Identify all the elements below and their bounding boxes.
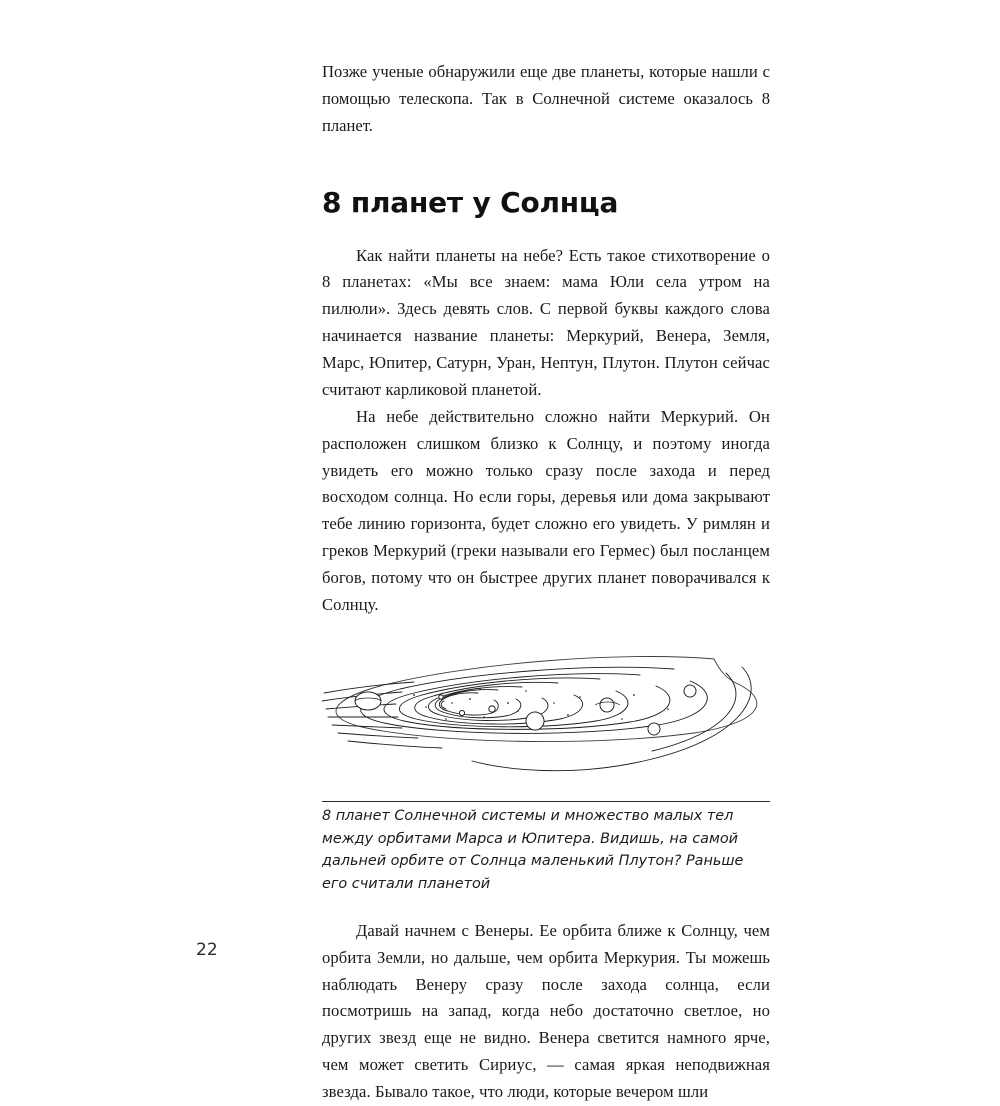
page-number: 22 [196,940,218,960]
solar-system-orbits-illustration [322,641,770,793]
section-heading: 8 планет у Солнца [322,185,619,219]
figure-caption: 8 планет Солнечной системы и множество малых тел между орбитами Марса и Юпитера. Видишь, на самой дальней орбите от Солнца маленький Плутон? Раньше его считали планетой [322,807,744,893]
orbit-diagram-svg [322,641,770,793]
paragraph-2: На небе действительно сложно найти Меркурий. Он расположен слишком близко к Солнцу, и поэтому иногда увидеть его можно только сразу после захода и перед восходом солнца. Но если горы, деревья или дома закрывают тебе линию горизонта, будет сложно его увидеть. У римлян и греков Меркурий (греки называли его Гермес) был посланцем богов, потому что он быстрее других планет поворачивался к Солнцу. [322,406,770,614]
page-content-column [322,58,770,1106]
intro-paragraph: Позже ученые обнаружили еще две планеты, которые нашли с помощью телескопа. Так в Солнечной системе оказалось 8 планет. [322,62,770,136]
paragraph-3: Давай начнем с Венеры. Ее орбита ближе к Солнцу, чем орбита Земли, но дальше, чем орбита Меркурия. Ты можешь наблюдать Венеру сразу после захода солнца, если посмотришь на запад, когда небо достаточно светлое, но других звезд еще не видно. Венера светится намного ярче, чем может светить Сириус, — самая яркая неподвижная звезда. Бывало такое, что люди, которые вечером шли [322,920,770,1102]
figure-divider-rule [322,801,770,802]
paragraph-1: Как найти планеты на небе? Есть такое стихотворение о 8 планетах: «Мы все знаем: мама Юли села утром на пилюли». Здесь девять слов. С первой буквы каждого слова начинается название планеты: Меркурий, Венера, Земля, Марс, Юпитер, Сатурн, Уран, Нептун, Плутон. Плутон сейчас считают карликовой планетой. [322,245,770,399]
